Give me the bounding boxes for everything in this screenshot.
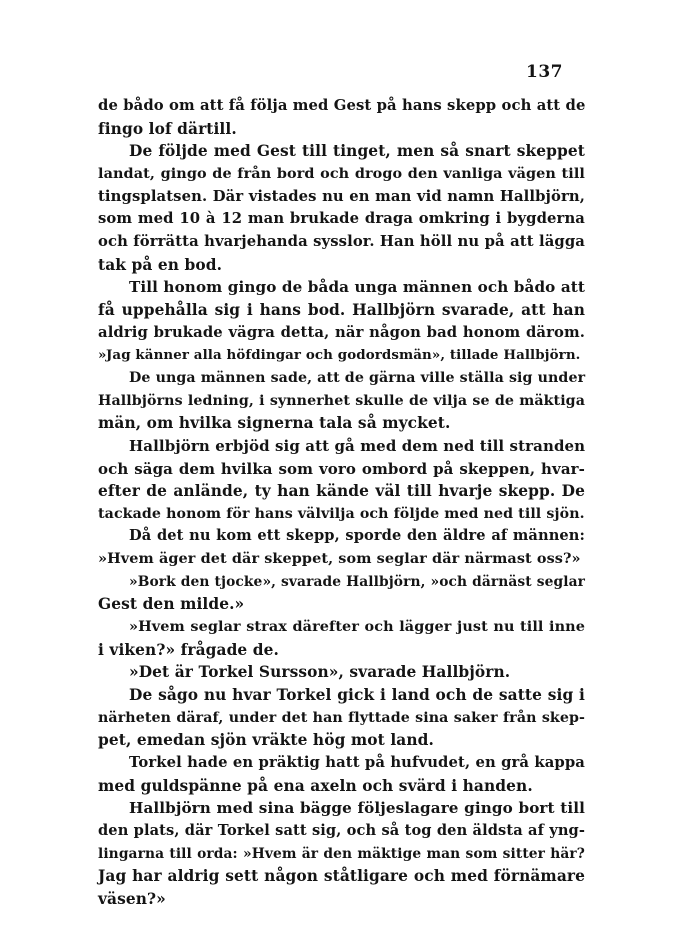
text-line: män, om hvilka signerna tala så mycket. [98,414,451,433]
text-line: i viken?» frågade de. [98,640,279,659]
text-line: Gest den milde.» [98,595,245,614]
text-line: »Hvem seglar strax därefter och lägger just nu till inne [129,618,585,636]
text-line: Hallbjörn med sina bägge följeslagare gingo bort till [129,799,585,818]
text-line: som med 10 à 12 man brukade draga omkring i bygderna [98,210,585,228]
text-line: efter de anlände, ty han kände väl till hvarje skepp. De [98,482,585,501]
text-line: »Hvem äger det där skeppet, som seglar där närmast oss?» [98,550,581,568]
text-line: De unga männen sade, att de gärna ville ställa sig under [129,369,586,386]
text-line: De sågo nu hvar Torkel gick i land och de satte sig i [129,686,585,705]
text-line: »Jag känner alla höfdingar och godordsmän», tillade Hallbjörn. [98,347,581,364]
text-line: och förrätta hvarjehanda sysslor. Han höll nu på att lägga [98,232,585,250]
text-line: väsen?» [98,889,166,908]
text-line: Hallbjörn erbjöd sig att gå med dem ned till stranden [129,436,586,455]
text-line: och säga dem hvilka som voro ombord på skeppen, hvar- [98,459,585,478]
text-line: landat, gingo de från bord och drogo den vanliga vägen till [98,164,585,182]
page-number: 137 [526,62,563,82]
text-line: tackade honom för hans välvilja och följde med ned till sjön. [98,505,585,522]
text-line: Hallbjörns ledning, i synnerhet skulle de vilja se de mäktiga [98,392,585,409]
text-line: fingo lof därtill. [98,119,237,138]
text-line: de bådo om att få följa med Gest på hans skepp och att de [98,97,586,114]
text-line: med guldspänne på ena axeln och svärd i handen. [98,776,533,795]
text-line: »Bork den tjocke», svarade Hallbjörn, »och därnäst seglar [129,573,585,590]
text-line: De följde med Gest till tinget, men så snart skeppet [129,142,585,161]
text-line: den plats, där Torkel satt sig, och så tog den äldsta af yng- [98,822,585,839]
text-line: lingarna till orda: »Hvem är den mäktige man som sitter här? [98,845,585,862]
text-line: få uppehålla sig i hans bod. Hallbjörn svarade, att han [98,300,585,319]
text-line: Till honom gingo de båda unga männen och bådo att [129,278,585,297]
text-line: pet, emedan sjön vräkte hög mot land. [98,731,434,750]
text-line: Torkel hade en präktig hatt på hufvudet, en grå kappa [129,754,585,772]
text-line: tingsplatsen. Där vistades nu en man vid namn Hallbjörn, [98,187,585,205]
text-line: Då det nu kom ett skepp, sporde den äldre af männen: [129,527,585,545]
text-line: »Det är Torkel Sursson», svarade Hallbjörn. [129,663,511,682]
text-line: närheten däraf, under det han flyttade sina saker från skep- [98,709,585,726]
text-line: aldrig brukade vägra detta, när någon bad honom därom. [98,323,585,341]
text-line: Jag har aldrig sett någon ståtligare och med förnämare [98,867,585,886]
body-text [98,95,585,911]
text-line: tak på en bod. [98,255,223,274]
